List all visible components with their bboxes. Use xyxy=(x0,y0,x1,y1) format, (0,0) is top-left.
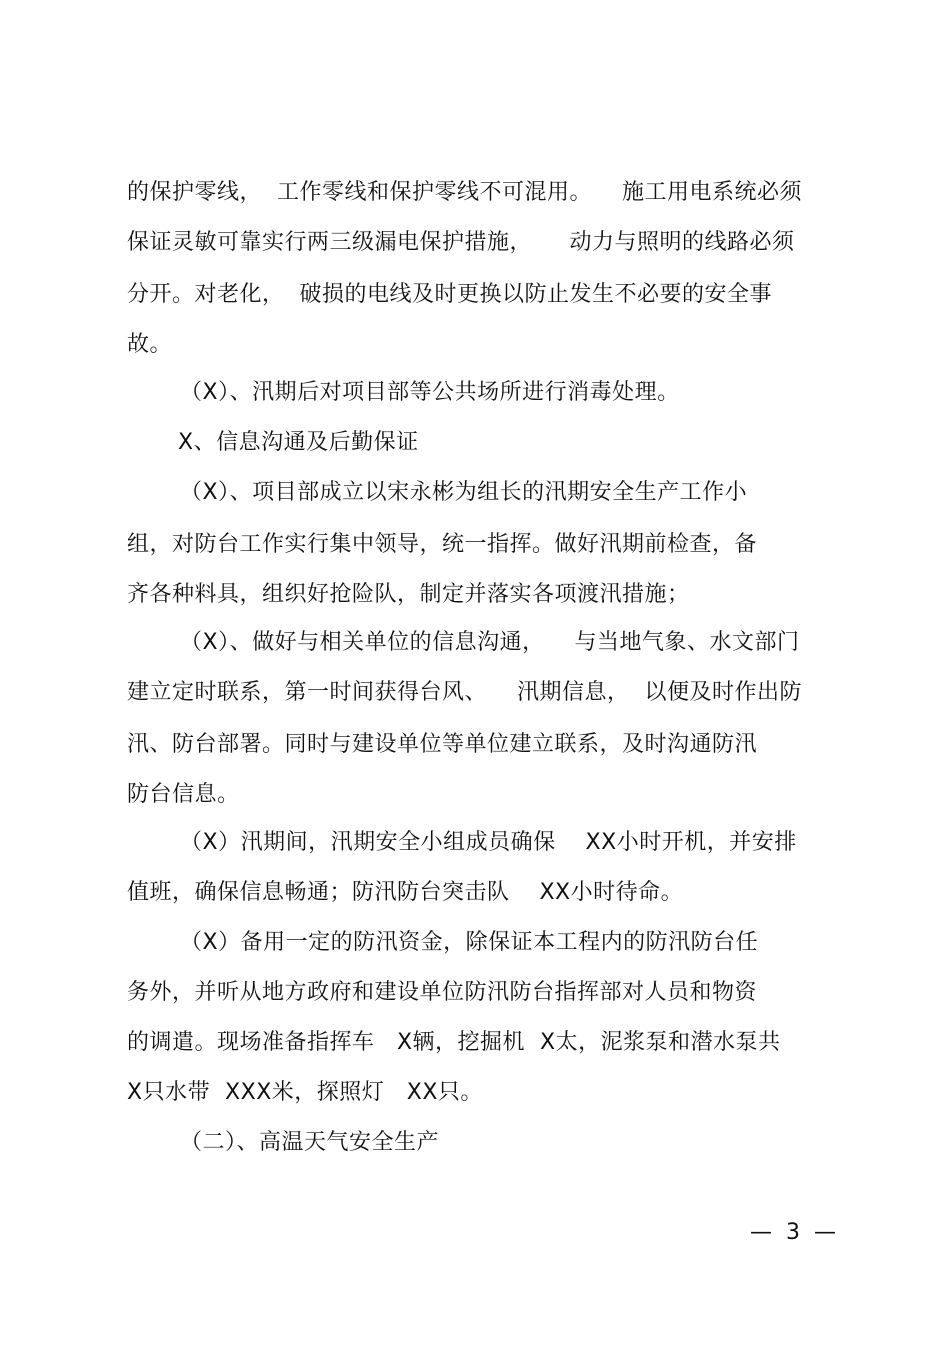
page-number: — 3 — xyxy=(750,1220,836,1245)
body-text-line: 务外，并听从地方政府和建设单位防汛防台指挥部对人员和物资 xyxy=(127,980,758,1005)
body-text-line: 故。 xyxy=(127,332,173,357)
body-text-line: 分开。对老化， 破损的电线及时更换以防止发生不必要的安全事 xyxy=(127,282,772,307)
body-text-line: 组，对防台工作实行集中领导，统一指挥。做好汛期前检查，备 xyxy=(127,532,758,557)
body-text-line: 防台信息。 xyxy=(127,782,240,807)
body-text-line: 建立定时联系，第一时间获得台风、 汛期信息， 以便及时作出防 xyxy=(127,680,802,705)
body-text-line: 值班，确保信息畅通；防汛防台突击队 XX小时待命。 xyxy=(127,880,684,905)
body-text-line: 汛、防台部署。同时与建设单位等单位建立联系，及时沟通防汛 xyxy=(127,732,758,757)
body-text-line: 的保护零线， 工作零线和保护零线不可混用。 施工用电系统必须 xyxy=(127,180,802,205)
body-text-line: （X）备用一定的防汛资金，除保证本工程内的防汛防台任 xyxy=(180,930,759,955)
section-heading: X、信息沟通及后勤保证 xyxy=(178,430,419,455)
body-text-line: 保证灵敏可靠实行两三级漏电保护措施， 动力与照明的线路必须 xyxy=(127,230,795,255)
body-text-line: （X）、做好与相关单位的信息沟通， 与当地气象、水文部门 xyxy=(180,630,800,655)
body-text-line: （X）汛期间，汛期安全小组成员确保 XX小时开机，并安排 xyxy=(180,830,797,855)
body-text-line: X只水带 XXX米，探照灯 XX只。 xyxy=(127,1080,483,1105)
body-text-line: （X）、汛期后对项目部等公共场所进行消毒处理。 xyxy=(180,380,680,405)
section-heading: （二）、高温天气安全生产 xyxy=(180,1130,440,1155)
body-text-line: （X）、项目部成立以宋永彬为组长的汛期安全生产工作小 xyxy=(180,480,748,505)
body-text-line: 的调遣。现场准备指挥车 X辆，挖掘机 X太，泥浆泵和潜水泵共 xyxy=(127,1030,781,1055)
body-text-line: 齐各种料具，组织好抢险队，制定并落实各项渡汛措施； xyxy=(127,582,690,607)
